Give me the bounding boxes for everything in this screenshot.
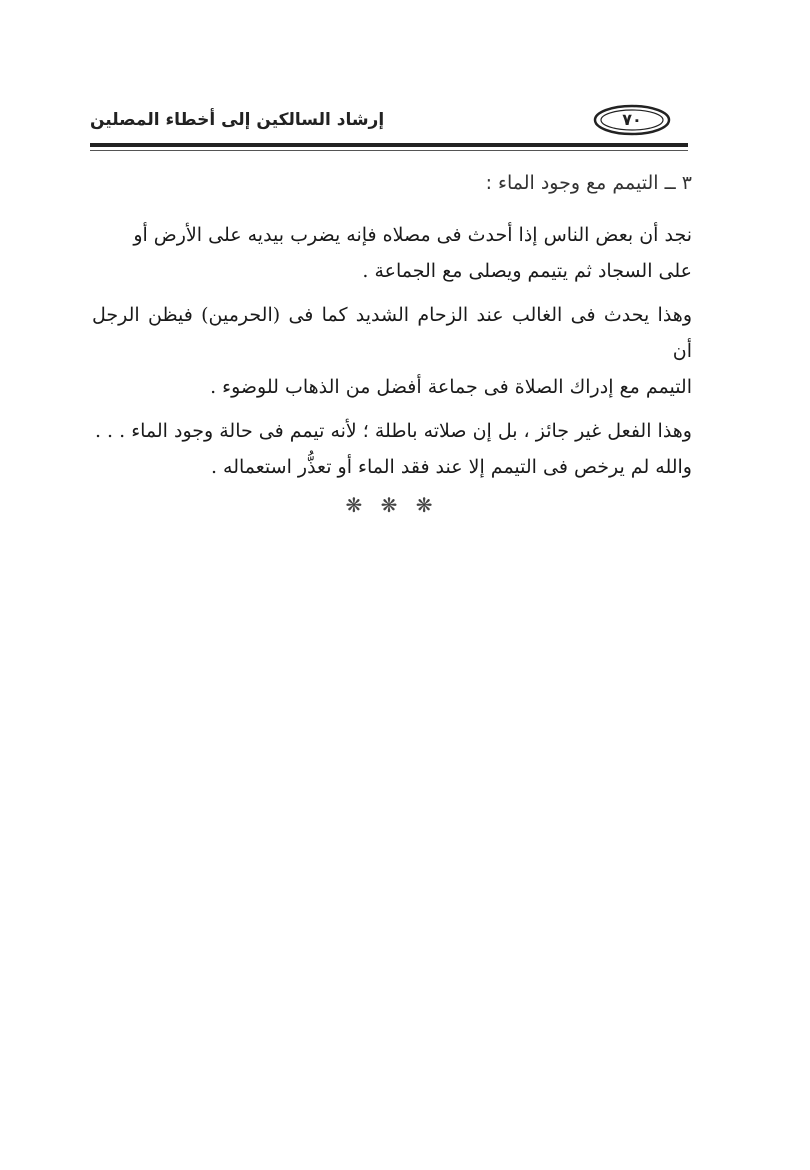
header-rule-thick (90, 143, 688, 147)
paragraph-line: نجد أن بعض الناس إذا أحدث فى مصلاه فإنه يضرب بيديه على الأرض أو (133, 224, 692, 246)
header-rule-thin (90, 150, 688, 151)
paragraph-3 (92, 413, 692, 485)
paragraph-1 (92, 217, 692, 289)
page-header (90, 100, 690, 148)
book-title: إرشاد السالكين إلى أخطاء المصلين (90, 110, 385, 130)
page-number-badge (592, 103, 672, 137)
page-number: ٧٠ (622, 110, 642, 129)
section-divider-asterisms: ❋ ❋ ❋ (345, 493, 439, 517)
paragraph-2 (92, 297, 692, 405)
section-heading: ٣ ــ التيمم مع وجود الماء : (485, 172, 692, 194)
paragraph-line: على السجاد ثم يتيمم ويصلى مع الجماعة . (362, 260, 692, 282)
paragraph-line: وهذا الفعل غير جائز ، بل إن صلاته باطلة ؛ لأنه تيمم فى حالة وجود الماء . . . (94, 420, 692, 442)
paragraph-line: والله لم يرخص فى التيمم إلا عند فقد الماء أو تعذُّر استعماله . (210, 456, 692, 478)
page-content (92, 165, 692, 517)
paragraph-line: التيمم مع إدراك الصلاة فى جماعة أفضل من الذهاب للوضوء . (210, 376, 692, 398)
paragraph-line: وهذا يحدث فى الغالب عند الزحام الشديد كما فى (الحرمين) فيظن الرجل أن (92, 304, 692, 362)
